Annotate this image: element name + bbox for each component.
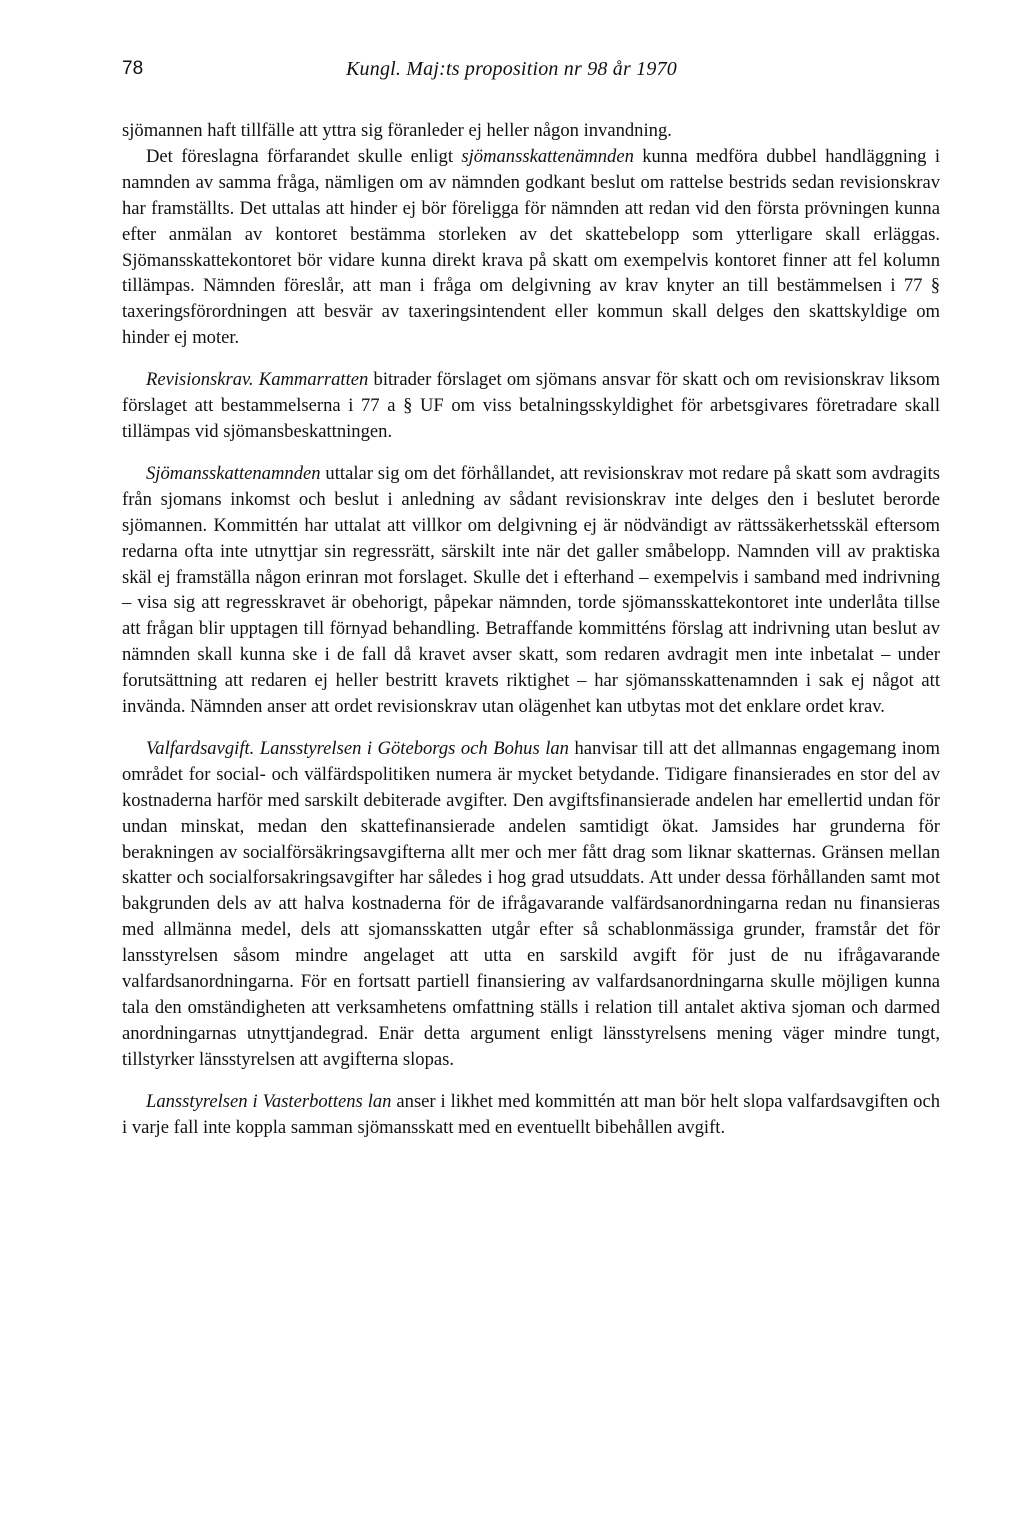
authority-name: Lansstyrelsen i Göteborgs och Bohus lan bbox=[259, 737, 569, 759]
page-number: 78 bbox=[122, 58, 144, 79]
paragraph-text: bitrader förslaget om sjömans ansvar för skatt och om revisionskrav liksom förslaget att bestammelserna i 77 a § UF om viss betalningsskyldighet för arbetsgivares företradare skall tillämpas vid sjömansbeskattningen. bbox=[122, 369, 940, 442]
paragraph-text: uttalar sig om det förhållandet, att revisionskrav mot redare på skatt som avdragits från sjomans inkomst och beslut i anledning av sådant revisionskrav inte delges den i beslutet berorde sjömannen. Kommittén har uttalat att villkor om delgivning ej är nödvändigt av rättssäkerhetsskäl eftersom redarna ofta inte utnyttjar sin regressrätt, särskilt inte när det galler småbelopp. Namnden vill av praktiska skäl ej framställa någon erinran mot forslaget. Skulle det i efterhand – exempelvis i samband med indrivning – visa sig att regresskravet är obehorigt, påpekar nämnden, torde sjömansskattekontoret inte underlåta tillse att frågan blir upptagen till förnyad behandling. Betraffande kommitténs förslag att indrivning utan beslut av nämnden skall kunna ske i de fall då kravet avser skatt, som redaren avdragit men inte inbetalat – under forutsättning att redaren ej heller bestritt kravets riktighet – har sjömansskattenamnden i sak ej något att invända. Nämnden anser att ordet revisionskrav utan olägenhet kan utbytas mot det enklare ordet krav. bbox=[122, 462, 940, 718]
paragraph-continuation bbox=[122, 118, 940, 144]
running-title: Kungl. Maj:ts proposition nr 98 år 1970 bbox=[346, 58, 677, 80]
paragraph-text: Det föreslagna förfarandet skulle enligt bbox=[146, 145, 462, 167]
italic-term: sjömansskattenämnden bbox=[461, 145, 634, 167]
authority-name: Kammarratten bbox=[258, 369, 369, 391]
section-heading: Revisionskrav. bbox=[146, 369, 254, 391]
section-heading: Valfardsavgift. bbox=[146, 737, 255, 759]
paragraph-valfardsavgift bbox=[122, 736, 940, 1073]
authority-name: Lansstyrelsen i Vasterbottens lan bbox=[146, 1090, 392, 1112]
paragraph-text: anser i likhet med kommittén att man bör helt slopa valfardsavgiften och i varje fall inte koppla samman sjömansskatt med en eventuellt bibehållen avgift. bbox=[122, 1090, 940, 1138]
paragraph-revisionskrav bbox=[122, 367, 940, 445]
paragraph-text: sjömannen haft tillfälle att yttra sig föranleder ej heller någon invandning. bbox=[122, 120, 672, 141]
page-header bbox=[122, 58, 942, 92]
body-text bbox=[122, 118, 940, 1141]
paragraph-text: hanvisar till att det allmannas engagemang inom området for social- och välfärdspolitiken numera är mycket betydande. Tidigare finansierades en stor del av kostnaderna harför med sarskilt debiterade avgifter. Den avgiftsfinansierade andelen har emellertid undan för undan minskat, medan den skattefinansierade andelen samtidigt ökat. Jamsides har grunderna för berakningen av socialförsäkringsavgifterna allt mer och mer fått drag som liknar skatternas. Gränsen mellan skatter och socialforsakringsavgifter har således i hog grad utsuddats. Att under dessa förhållanden samt mot bakgrunden dels av att halva kostnaderna för de ifrågavarande valfärdsanordningarna redan nu finansieras med allmänna medel, dels att sjomansskatten utgår efter så schablonmässiga grunder, framstår det för lansstyrelsen såsom mindre angelaget att utta en sarskild avgift för just de nu ifrågavarande valfardsanordningarna. För en fortsatt partiell finansiering av valfardsanordningarna skulle möjligen kunna tala den omständigheten att verksamhetens omfattning ställs i relation till antalet aktiva sjoman och darmed anordningarnas utnyttjandegrad. Enär detta argument enligt länsstyrelsens mening väger mindre tungt, tillstyrker länsstyrelsen att avgifterna slopas. bbox=[122, 737, 941, 1070]
authority-name: Sjömansskattenamnden bbox=[146, 462, 321, 484]
paragraph-forfarandet bbox=[122, 144, 940, 351]
paragraph-vasterbotten bbox=[122, 1089, 940, 1141]
paragraph-text: kunna medföra dubbel handläggning i namnden av samma fråga, nämligen om av nämnden godkant beslut om rattelse bestrids sedan revisionskrav har framställts. Det uttalas att hinder ej bör föreligga för nämnden att redan vid den första prövningen kunna efter anmälan av kontoret bestämma storleken av det skattebelopp som ytterligare skall erläggas. Sjömansskattekontoret bör vidare kunna direkt krava på skatt om exempelvis kontoret finner att fel kolumn tillämpas. Nämnden föreslår, att man i fråga om delgivning av krav knyter an till bestämmelsen i 77 § taxeringsförordningen att besvär av taxeringsintendent eller kommun skall delges den skattskyldige om hinder ej moter. bbox=[122, 145, 940, 349]
paragraph-sjomansskattenamnden bbox=[122, 461, 940, 720]
